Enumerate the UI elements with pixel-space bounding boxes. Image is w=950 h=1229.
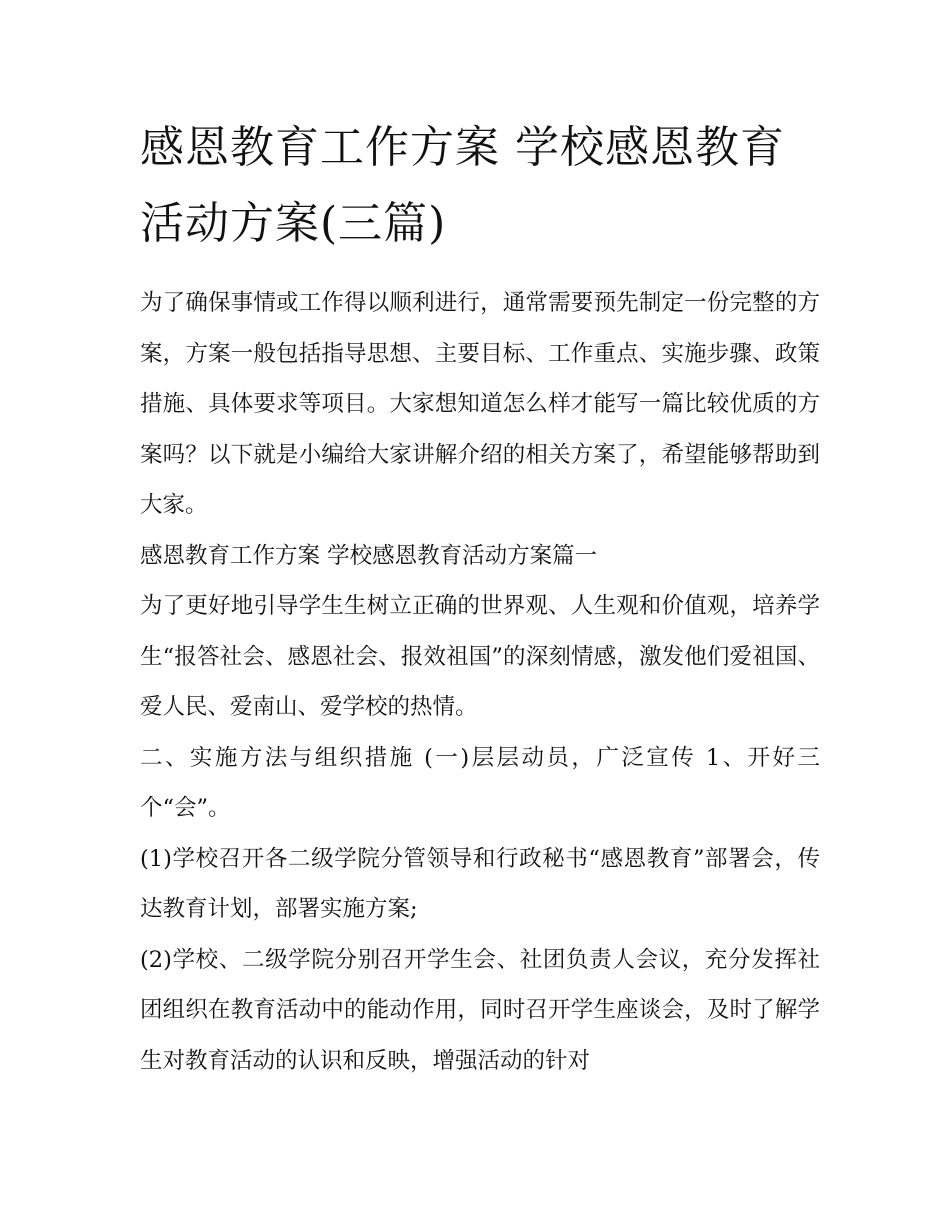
method-heading-paragraph: 二、实施方法与组织措施 (一)层层动员，广泛宣传 1、开好三个“会”。 (140, 744, 820, 821)
document-title: 感恩教育工作方案 学校感恩教育活动方案(三篇) (140, 122, 785, 249)
purpose-paragraph: 为了更好地引导学生生树立正确的世界观、人生观和价值观，培养学生“报答社会、感恩社会、报效祖国”的深刻情感，激发他们爱祖国、爱人民、爱南山、爱学校的热情。 (140, 593, 820, 720)
section-heading: 感恩教育工作方案 学校感恩教育活动方案篇一 (140, 542, 598, 569)
measure-item-1: (1)学校召开各二级学院分管领导和行政秘书“感恩教育”部署会，传达教育计划，部署实施方案; (140, 845, 820, 922)
intro-paragraph: 为了确保事情或工作得以顺利进行，通常需要预先制定一份完整的方案，方案一般包括指导思想、主要目标、工作重点、实施步骤、政策措施、具体要求等项目。大家想知道怎么样才能写一篇比较优质的方案吗？以下就是小编给大家讲解介绍的相关方案了，希望能够帮助到大家。 (140, 290, 820, 518)
measure-item-2: (2)学校、二级学院分别召开学生会、社团负责人会议，充分发挥社团组织在教育活动中的能动作用，同时召开学生座谈会，及时了解学生对教育活动的认识和反映，增强活动的针对 (140, 946, 820, 1074)
document-body (140, 110, 820, 1086)
